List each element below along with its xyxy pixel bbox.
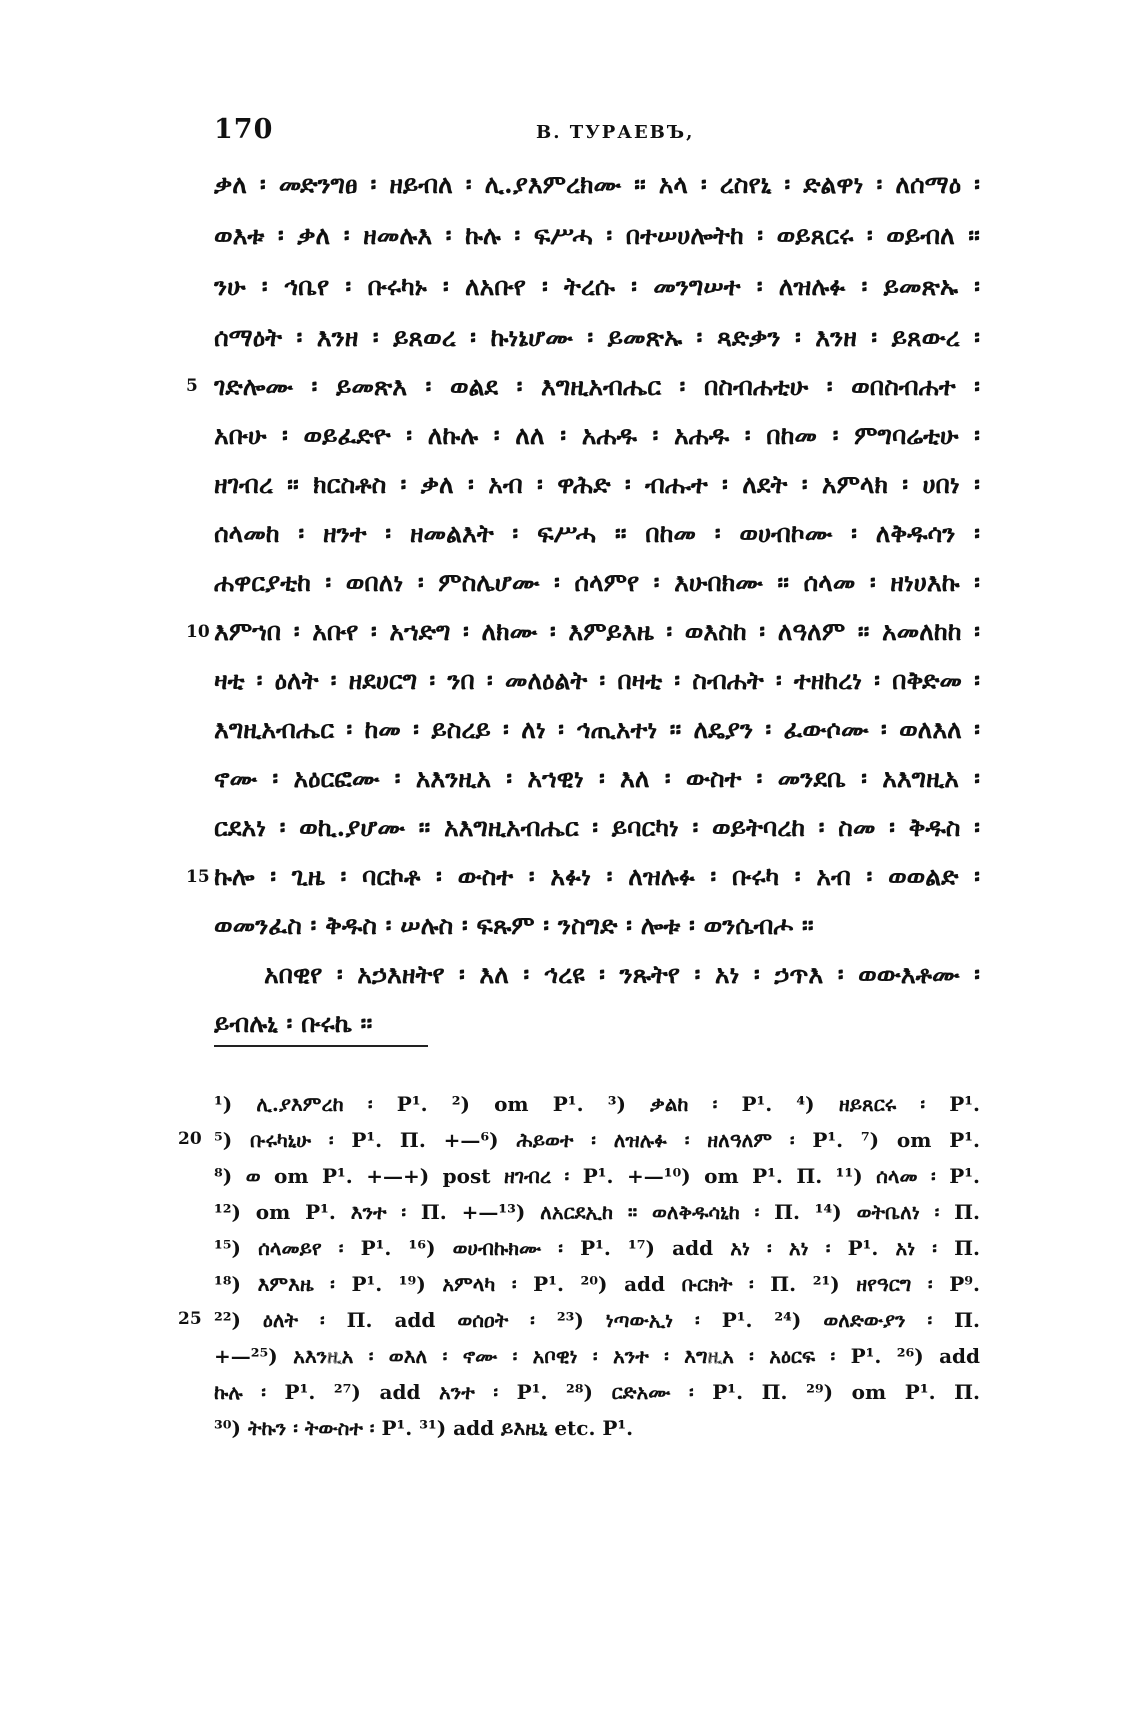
text-line: ዛቲ ፡ ዕለት ፡ ዘደሀርግ ፡ ንበ ፡ መለዕልት ፡ በዛቲ ፡ ስብሐት ፡ ተዘከረነ ፡ በቅድመ ፡ bbox=[214, 666, 980, 695]
text-line: ርደአነ ፡ ወኪ.ያሆሙ ። አእግዚአብሔር ፡ ይባርካነ ፡ ወይትባረከ ፡ ስመ ፡ ቅዱስ ፡ bbox=[214, 813, 980, 842]
text-line: እግዚአብሔር ፡ ከመ ፡ ይስረይ ፡ ለነ ፡ ኅጢአተነ ። ለዴያን ፡ ፈውሶሙ ፡ ወለእለ ፡ bbox=[214, 715, 980, 744]
text-line: ኩሎ ፡ ጊዜ ፡ ባርኮቶ ፡ ውስተ ፡ አፉነ ፡ ለዝሉፉ ፡ ቡሩካ ፡ አብ ፡ ወወልድ ፡ bbox=[214, 862, 980, 891]
line-number: 5 bbox=[186, 376, 198, 396]
text-line: ይብሉኒ ፡ ቡሩኬ ፡፡ bbox=[214, 1009, 373, 1038]
text-line: እምኀበ ፡ አቡየ ፡ አኀድግ ፡ ለክሙ ፡ እምይእዜ ፡ ወእስከ ፡ ለዓለም ። አመለከከ ፡ bbox=[214, 617, 980, 646]
text-line: ቃለ ፡ መድንግፀ ፡ ዘይብለ ፡ ሊ.ያእምረክሙ ። አላ ፡ ረስየኒ ፡ ድልዋነ ፡ ለሰማዕ ፡ bbox=[214, 170, 980, 199]
footnote-line: ¹²) om P¹. እንተ ፡ П. +—¹³) ለአርደኢከ ። ወለቅዱሳኒከ ፡ П. ¹⁴) ወትቤለነ ፡ П. bbox=[214, 1200, 980, 1224]
line-number: 20 bbox=[178, 1129, 202, 1149]
text-line: ገድሎሙ ፡ ይመጽእ ፡ ወልደ ፡ እግዚአብሔር ፡ በስብሐቲሁ ፡ ወበስብሐተ ፡ bbox=[214, 372, 980, 401]
footnote-line: ኩሉ ፡ P¹. ²⁷) add አንተ ፡ P¹. ²⁸) ርድአሙ ፡ P¹. П. ²⁹) om P¹. П. bbox=[214, 1380, 980, 1404]
footnote-line: ⁵) ቡሩካኒሁ ፡ P¹. П. +—⁶) ሕይወተ ፡ ለዝሉፉ ፡ ዘለዓለም ፡ P¹. ⁷) om P¹. bbox=[214, 1128, 980, 1152]
footnote-line: ⁸) ወ om P¹. +—+) post ዘገብረ ፡ P¹. +—¹⁰) om P¹. П. ¹¹) ሰላመ ፡ P¹. bbox=[214, 1164, 980, 1188]
text-line: ዘገብረ ። ክርስቶስ ፡ ቃለ ፡ አብ ፡ ዋሕድ ፡ ብሑተ ፡ ለደት ፡ አምላክ ፡ ሀበነ ፡ bbox=[214, 470, 980, 499]
text-line: አቡሁ ፡ ወይፈድዮ ፡ ለኩሉ ፡ ለለ ፡ አሐዱ ፡ አሐዱ ፡ በከመ ፡ ምግባሬቲሁ ፡ bbox=[214, 421, 980, 450]
text-line: አበዊየ ፡ አኃእዘትየ ፡ እለ ፡ ኅረዩ ፡ ንጹትየ ፡ አነ ፡ ኃጥእ ፡ ወውእቶሙ ፡ bbox=[264, 960, 980, 989]
footnote-line: ²²) ዕለት ፡ П. add ወሰዐት ፡ ²³) ነጣውኢነ ፡ P¹. ²⁴) ወለድውያን ፡ П. bbox=[214, 1308, 980, 1332]
text-line: ኖሙ ፡ አዕርፎሙ ፡ አእንዚአ ፡ አኀዊነ ፡ እለ ፡ ውስተ ፡ መንደቤ ፡ አእግዚአ ፡ bbox=[214, 764, 980, 793]
line-number: 10 bbox=[186, 622, 210, 642]
footnote-line: ¹⁵) ሰላመይየ ፡ P¹. ¹⁶) ወሀብኩክሙ ፡ P¹. ¹⁷) add አነ ፡ አነ ፡ P¹. አነ ፡ П. bbox=[214, 1236, 980, 1260]
footnote-line: ¹⁸) እምእዜ ፡ P¹. ¹⁹) አምላካ ፡ P¹. ²⁰) add ቡርክት ፡ П. ²¹) ዘየዓርግ ፡ P⁹. bbox=[214, 1272, 980, 1296]
footnote-rule bbox=[214, 1045, 428, 1047]
text-line: ወመንፈስ ፡ ቅዱስ ፡ ሠሉስ ፡ ፍጹም ፡ ንስግድ ፡ ሎቱ ፡ ወንሴብሖ ፡፡ bbox=[214, 911, 814, 940]
running-head: В. ТУРАЕВЪ, bbox=[536, 122, 695, 143]
footnote-line: +—²⁵) አእንዚአ ፡ ወእለ ፡ ኖሙ ፡ አቦዊነ ፡ አንተ ፡ እግዚአ ፡ አዕርፍ ፡ P¹. ²⁶) add bbox=[214, 1344, 980, 1368]
text-line: ሰላመከ ፡ ዘንተ ፡ ዘመልእት ፡ ፍሥሓ ። በከመ ፡ ወሀብኮሙ ፡ ለቅዱሳን ፡ bbox=[214, 519, 980, 548]
footnote-line: ¹) ሊ.ያእምረከ ፡ P¹. ²) om P¹. ³) ቃልከ ፡ P¹. ⁴) ዘይጸርሩ ፡ P¹. bbox=[214, 1092, 980, 1116]
footnote-line: ³⁰) ትኩን ፡ ትውስተ ፡ P¹. ³¹) add ይእዜኒ etc. P¹. bbox=[214, 1416, 634, 1440]
text-line: ወእቱ ፡ ቃለ ፡ ዘመሉእ ፡ ኩሉ ፡ ፍሥሓ ፡ በተሠሀሎትከ ፡ ወይጸርሩ ፡ ወይብለ ። bbox=[214, 221, 980, 250]
page-number: 170 bbox=[214, 114, 274, 145]
line-number: 25 bbox=[178, 1309, 202, 1329]
line-number: 15 bbox=[186, 867, 210, 887]
text-line: ንሁ ፡ ኅቤየ ፡ ቡሩካኑ ፡ ለአቡየ ፡ ትረሱ ፡ መንግሠተ ፡ ለዝሉፉ ፡ ይመጽኡ ፡ bbox=[214, 272, 980, 301]
text-line: ሰማዕት ፡ እንዘ ፡ ይጸወረ ፡ ኩነኔሆሙ ፡ ይመጽኡ ፡ ጻድቃን ፡ እንዘ ፡ ይጸውረ ፡ bbox=[214, 323, 980, 352]
text-line: ሐዋርያቲከ ፡ ወበለነ ፡ ምስሌሆሙ ፡ ሰላምየ ፡ እሁበክሙ ። ሰላመ ፡ ዘነሀእኩ ፡ bbox=[214, 568, 980, 597]
